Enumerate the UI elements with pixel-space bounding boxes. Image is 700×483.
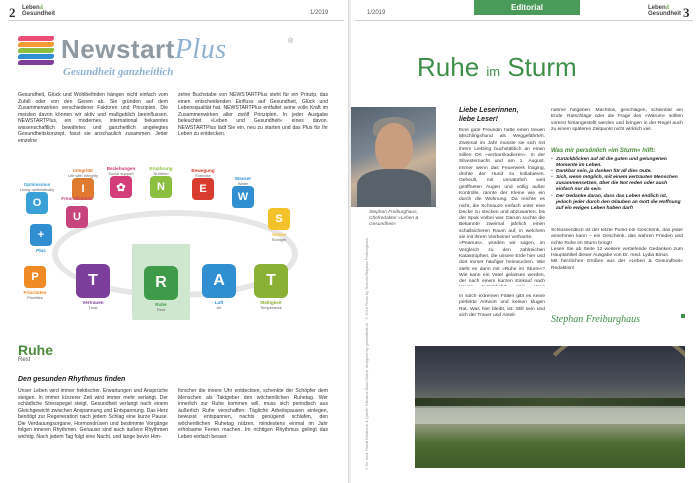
diagram-label: Freundlichkeit [61,196,93,201]
diagram-icon-mäßigkeit: T [254,264,288,298]
list-item: • Zurückblicken auf all die guten und gelungenen Momente im Leben. [551,157,683,169]
signature: Stephan Freiburghaus [551,314,640,325]
left-page [0,0,349,483]
diagram-label: Ernährung Nutrition [149,166,173,176]
intro-column-1: Gesundheit, Glück und Wohlbefinden hängen nicht einfach vom Zufall oder von den Genen ab. Sie gründen auf dem Zusammenwirken verschiedener Faktoren und Prinzipien. Die meisten davon können wir aktiv und maßgeblich beeinflussen. NEWSTARTPlus, ein modernes, international bekanntes wissenschaftlich bewährtes und ganzheitlich angelegtes Gesundheitskonzept, fasst sie anschaulich zusammen. Jeder einzelne [18,92,168,144]
diagram-icon-freundlichkeit: U [66,206,88,228]
brand-mark: Leben& Gesundheit [22,5,56,17]
body-column-1: Unser Leben wird immer hektischer. Erwartungen und Ansprüche steigen. In immer kürzerer Zeit wird immer mehr verlangt. Der schädliche Stresspegel steigt. Gesundheit verlangt nach einem Gleichgewicht zwischen Anspannung und Entspannung. Das Herz benötigt zur Regeneration nach jedem Schlag eine kurze Pause. Die Verdauungsorgane, Hormondrüsen und bestimmte Vorgänge folgen inneren Rhythmen. Genauso sind auch äußere Rhythmen wichtig. Nach jedem Tag folgt eine Nacht, und lange bevor Him- [18,388,168,440]
logo-subtitle: Gesundheit ganzheitlich [63,66,174,78]
page-number: 2 [9,5,16,20]
diagram-icon-beziehungen: ✿ [110,176,132,198]
diagram-label: Vertrauen Trust [82,300,104,310]
newstart-logo-icon [18,36,54,66]
diagram-label: Plus [36,248,46,253]
landscape-photo [415,346,685,468]
mist [415,406,685,424]
greeting: Liebe Leserinnen, liebe Leser! [459,107,519,123]
logo-title: NewstartPlus [61,34,227,65]
diagram-label: Bewegung Exercise [191,168,215,178]
diagram-icon-ernährung: N [150,176,172,198]
diagram-icon-prioritäten: P [24,266,46,288]
editorial-title: Ruhe im Sturm [417,52,577,82]
section-subtitle: Rest [18,357,31,363]
diagram-icon-ruhe: R [144,266,178,300]
diagram-icon-optimismus: O [26,192,48,214]
diagram-icon-sonne: S [268,208,290,230]
help-list [551,157,683,212]
page-number: 3 [683,5,690,20]
header-rule [8,20,344,21]
registered-mark: ® [288,38,294,45]
intro-column-2: zelne Buchstabe von NEWSTARTPlus steht für ein Prinzip, das einen entscheidenden Einfluss auf Gesundheit, Glück und Lebensqualität hat. NEWSTARTPlus entfaltet seine volle Kraft im Zusammenwirken aller zwölf Prinzipien. In jeder Ausgabe beleuchtet »Leben und Gesundheit« eines davon. NEWSTARTPlus lädt Sie ein, neu zu starten und das Plus für Ihr Leben zu entdecken. [178,92,328,137]
diagram-icon-wasser: W [232,186,254,208]
diagram-icon-bewegung: E [192,178,214,200]
diagram-label: Wasser Water [234,176,252,186]
end-mark [681,314,685,318]
brand-mark: Leben& Gesundheit [648,5,682,17]
list-item: • Sich, wenn möglich, mit einem vertrauten Menschen zusammensetzen, über die Not reden oder auch einfach nur da sein. [551,175,683,193]
diagram-icon-plus: + [30,224,52,246]
list-item: • Der Gedanke daran, dass das Leben endlich ist, jedoch jeder durch den Glauben an Gott die Hoffnung auf ein ewiges Leben haben darf! [551,194,683,212]
body-column-2: forscher die innere Uhr entdeckten, schenkte der Schöpfer dem Menschen als Taktgeber den wöchentlichen Ruhetag. Wer innerlich zur Ruhe kommen will, muss sich periodisch aus äußerlich Ruhe verschaffen: Tägliche Arbeitspausen einlegen, bewusst entspannen, nachts genügend schlafen, den wöchentlichen Ruhetag nützen, mindestens einmal im Jahr erholsame Ferien machen. Im richtigen Rhythmus gelingt das Leben einfach besser. [178,388,328,440]
diagram-label: Prioritäten Priorities [23,290,47,300]
newstart-diagram [10,158,340,338]
article-subhead: Den gesunden Rhythmus finden [18,376,126,383]
list-title: Was mir persönlich »im Sturm« hilft: [551,148,656,154]
diagram-label: Beziehungen Social support [106,166,136,176]
editorial-column-2: nahme hingeben. Machtlos, geschlagen, scheinbar am Ende. Ratschläge oder die Frage des »Warum« sollten vorerst hintangestellt werden und bringen in der Regel auch zu einem späteren Zeitpunkt nicht wirklich viel. [551,108,683,132]
issue-label: 1/2019 [310,10,329,16]
issue-label: 1/2019 [367,10,386,16]
photo-credit: © Dr. med. Ruedi Brodbeck & Quelle: Nikolaus Blum/Zürich, designed by gesundheit.ch · © 2018 Photo by Thomas/Stephan Freiburghaus [365,237,369,470]
right-page [351,0,700,483]
section-title: Ruhe [18,342,53,358]
diagram-label: Sonne Sunlight [271,232,287,242]
photo-caption: Stephan Freiburghaus, Chefredaktor »Leben & Gesundheit« [369,210,419,227]
list-item: • Dankbar sein, ja danken für all dies Gute. [551,169,683,175]
editor-portrait [351,107,436,207]
diagram-icon-luft: A [202,264,236,298]
diagram-icon-vertrauen: T [76,264,110,298]
editorial-column-1-end: In solch extremen Fällen gibt es keine perfekte Antwort und keinen klugen Rat. Was hier bleibt, ist: Still sein und sich der Trauer und Anteil- [459,294,545,318]
diagram-label: Optimismus Living optimistically [19,182,55,192]
diagram-icon-integrität: I [72,178,94,200]
editorial-column-2-end: Schlussendlich ist der letzte Punkt ein Geschenk, das jeder annehmen kann – ein Geschenk, das wahren Frieden und echte Ruhe im Sturm bringt! Lesen Sie ab Seite 12 weitere vertiefende Gedanken zum Hauptartikel dieser Ausgabe von Dr. med. Lydia Binus. Mit herzlichen Grüßen aus der »Leben & Gesundheit« Redaktion! [551,228,683,271]
editorial-tab: Editorial [474,0,580,15]
header-rule [355,20,693,21]
diagram-label: Mäßigkeit Temperance [259,300,282,310]
editorial-column-1: Eine gute Freundin hatte einen treuen Mischlingshund als Weggefährten. Zweimal im Jahr musste sie sich mit ihrem Liebling buchstäblich an einen stillen Ort »verbarrikadieren«. In der Silvesternacht und am 1. August. Immer wenn das Feuerwerk losging, drohte der Hund zu kollabieren. Geheult, mit unnatürlich weit geöffneten Augen und völlig außer Kontrolle, rannte der Kleine wie ein durch die Wohnung. Da reichte es nicht, die Schnauze einfach unter eine Decke zu stecken und abzuwarten, bis der Spuk vorbei war. Darum suchte die Bekannte zweimal jährlich einen schallsicheren Raum auf, in welchem sie mit ihrem Vierbeiner verharrte. »Peanuts«, würden wir sagen, im Vergleich zu den zahlreichen Katastrophen, die unsere Erde hier und dort immer häufiger heimsuchen. Wie steht es dann mit »Ruhe im Sturm«? Wie kann ein Vater gelassen werden, der nach einem kurzen Einkauf nach [459,128,545,285]
diagram-label: Integrität Life with Integrity [67,168,98,178]
diagram-label: Ruhe Rest [155,302,167,312]
diagram-label: Luft Air [214,300,224,310]
